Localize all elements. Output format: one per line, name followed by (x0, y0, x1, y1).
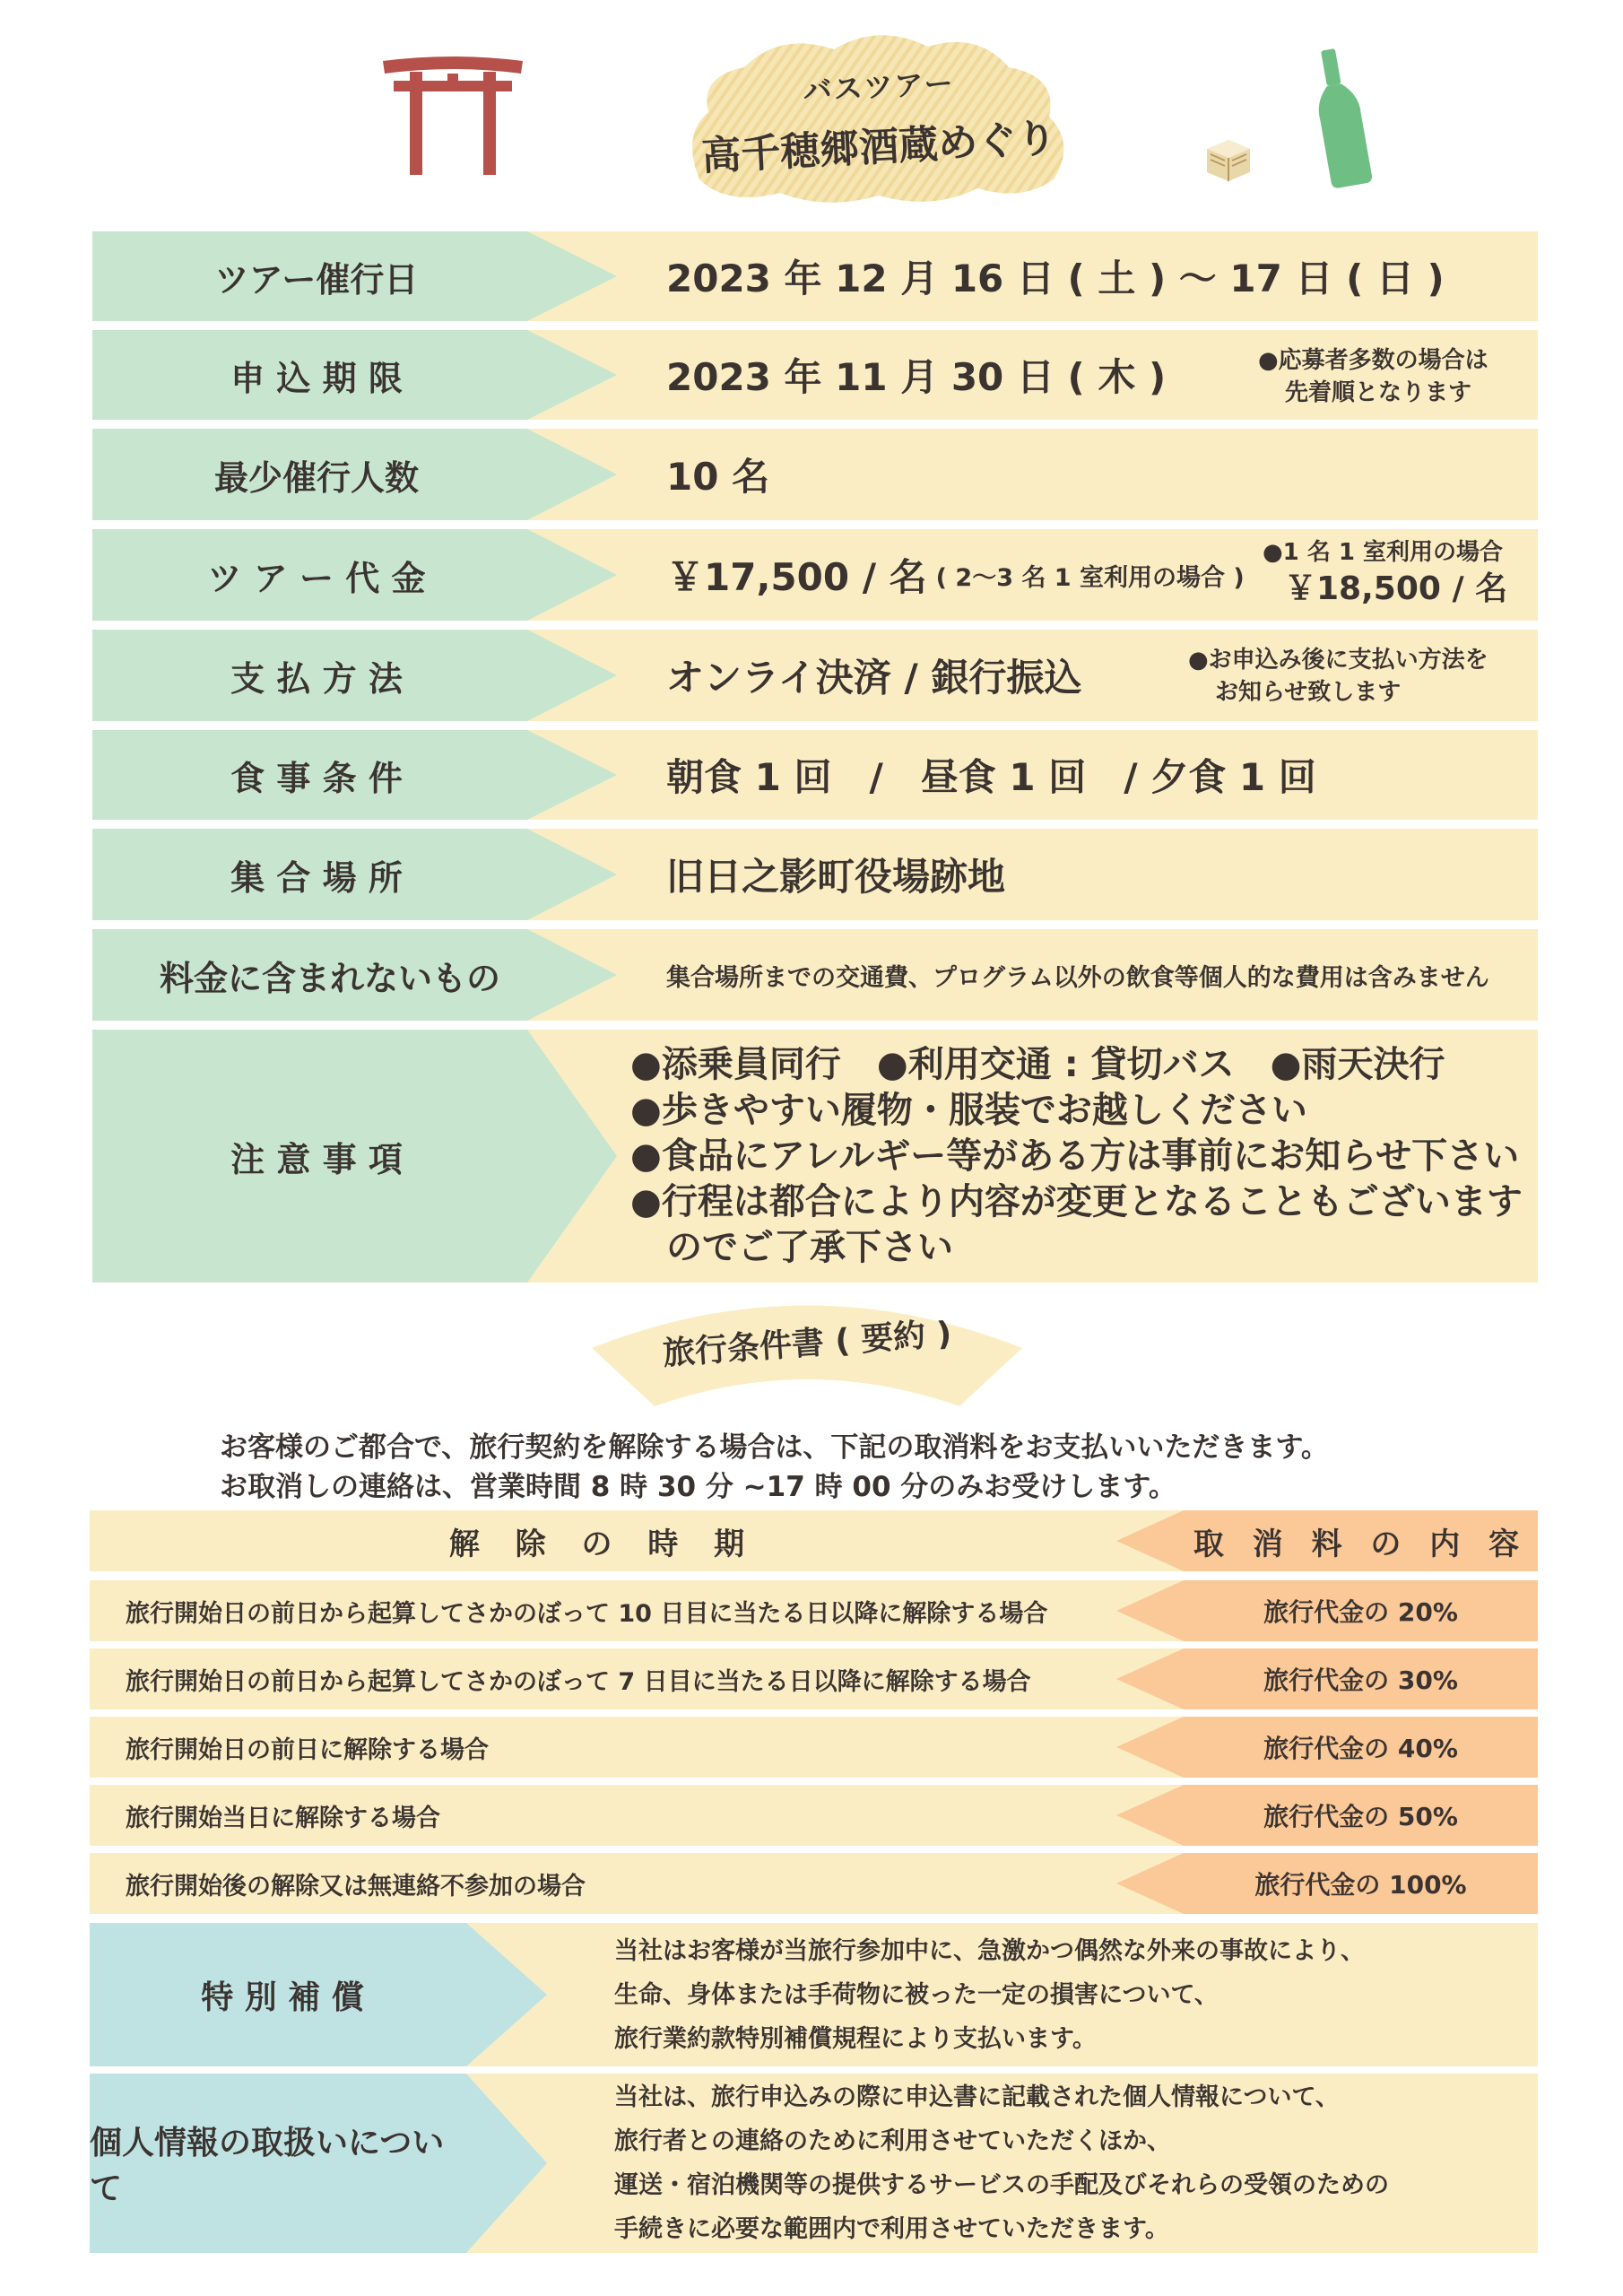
info-row-deadline (92, 330, 1538, 420)
min-participants-value: 10 名 (666, 455, 770, 499)
notes-list (630, 1030, 1523, 1283)
notes-item: のでご了承下さい (630, 1226, 953, 1268)
special-compensation-line: 生命、身体または手荷物に被った一定の損害について、 (614, 1980, 1219, 2009)
deadline-note (1258, 344, 1488, 409)
cancel-fee: 旅行代金の 40% (1263, 1734, 1458, 1763)
cancel-fee: 旅行代金の 50% (1263, 1802, 1458, 1831)
privacy-line: 運送・宿泊機関等の提供するサービスの手配及びそれらの受領のための (614, 2171, 1389, 2199)
payment-note (1188, 644, 1488, 709)
privacy-body (614, 2074, 1389, 2253)
cancel-period: 旅行開始後の解除又は無連絡不参加の場合 (126, 1872, 586, 1900)
tour-price-label: ツ ア ー 代 金 (207, 558, 426, 598)
info-row-meals (92, 730, 1538, 820)
tour-price-note (1263, 536, 1507, 610)
special-compensation-body (614, 1923, 1365, 2066)
tour-price-main: ￥17,500 / 名 (666, 555, 927, 599)
info-row-not-included (92, 929, 1538, 1021)
cancel-period: 旅行開始当日に解除する場合 (126, 1804, 440, 1832)
meals-value: 朝食 1 回 / 昼食 1 回 / 夕食 1 回 (666, 755, 1316, 799)
deadline-note-line: ●応募者多数の場合は (1258, 347, 1488, 374)
payment-note-line: ●お申込み後に支払い方法を (1188, 647, 1488, 674)
tour-date-label: ツアー催行日 (214, 259, 419, 300)
cancel-header-period: 解 除 の 時 期 (448, 1526, 758, 1562)
meeting-place-label: 集 合 場 所 (230, 857, 403, 898)
header-title-badge (681, 27, 1076, 206)
payment-note-line: お知らせ致します (1215, 679, 1402, 706)
cancel-table-row (90, 1717, 1538, 1778)
special-compensation-line: 当社はお客様が当旅行参加中に、急激かつ偶然な外来の事故により、 (614, 1936, 1365, 1965)
tour-price-sub: ( 2〜3 名 1 室利用の場合 ) (935, 563, 1245, 592)
info-row-payment (92, 630, 1538, 721)
cancel-fee: 旅行代金の 20% (1263, 1597, 1458, 1627)
special-compensation-line: 旅行業約款特別補償規程により支払います。 (614, 2024, 1097, 2053)
cancel-period: 旅行開始日の前日に解除する場合 (126, 1735, 489, 1764)
conditions-title: 旅行条件書 ( 要約 ) (661, 1315, 953, 1373)
cancel-period: 旅行開始日の前日から起算してさかのぼって 7 日目に当たる日以降に解除する場合 (126, 1667, 1031, 1696)
tour-date-value: 2023 年 12 月 16 日 ( 土 ) 〜 17 日 ( 日 ) (666, 257, 1445, 300)
privacy-line: 手続きに必要な範囲内で利用させていただきます。 (614, 2215, 1169, 2243)
info-row-min-participants (92, 429, 1538, 520)
cancel-table-header (90, 1510, 1538, 1571)
cancel-table-row (90, 1648, 1538, 1709)
notes-label: 注 意 事 項 (230, 1139, 403, 1179)
cancel-fee: 旅行代金の 100% (1254, 1870, 1467, 1900)
privacy-line: 当社は、旅行申込みの際に申込書に記載された個人情報について、 (614, 2083, 1340, 2111)
cancel-header-fee: 取 消 料 の 内 容 (1193, 1526, 1529, 1562)
payment-label: 支 払 方 法 (230, 658, 403, 699)
deadline-note-line: 先着順となります (1285, 379, 1472, 406)
header-subtitle: バスツアー (802, 65, 956, 109)
notes-item: ●行程は都合により内容が変更となることもございます (630, 1180, 1523, 1222)
torii-gate-icon (381, 54, 525, 175)
info-row-tour-date (92, 231, 1538, 321)
meals-label: 食 事 条 件 (230, 758, 403, 798)
deadline-value: 2023 年 11 月 30 日 ( 木 ) (666, 355, 1167, 399)
conditions-intro-line: お取消しの連絡は、営業時間 8 時 30 分 ~17 時 00 分のみお受けします。 (220, 1471, 1176, 1503)
cancel-period: 旅行開始日の前日から起算してさかのぼって 10 日目に当たる日以降に解除する場合 (126, 1599, 1048, 1628)
info-row-tour-price (92, 529, 1538, 621)
conditions-intro-line: お客様のご都合で、旅行契約を解除する場合は、下記の取消料をお支払いいただきます。 (220, 1431, 1329, 1464)
privacy-line: 旅行者との連絡のために利用させていただくほか、 (614, 2127, 1171, 2155)
cancel-table-row (90, 1853, 1538, 1914)
deadline-label: 申 込 期 限 (230, 358, 403, 398)
tour-price-note-line: ●1 名 1 室利用の場合 (1263, 539, 1504, 566)
special-compensation-row (90, 1923, 1538, 2066)
notes-item: ●歩きやすい履物・服装でお越しください (630, 1089, 1307, 1131)
meeting-place-value: 旧日之影町役場跡地 (666, 855, 1006, 899)
notes-item: ●食品にアレルギー等がある方は事前にお知らせ下さい (630, 1135, 1520, 1177)
special-compensation-label: 特 別 補 償 (201, 1979, 364, 2016)
privacy-label: 個人情報の取扱いについて (90, 2125, 445, 2207)
sake-cup-icon (1202, 136, 1255, 183)
cancel-fee: 旅行代金の 30% (1263, 1665, 1458, 1695)
not-included-label: 料金に含まれないもの (159, 958, 500, 998)
min-participants-label: 最少催行人数 (213, 457, 419, 498)
cancel-table-row (90, 1580, 1538, 1641)
notes-item: ●添乗員同行 ●利用交通 : 貸切バス ●雨天決行 (630, 1043, 1445, 1085)
privacy-row (90, 2074, 1538, 2253)
header-title: 高千穂郷酒蔵めぐり (700, 115, 1058, 180)
info-row-notes (92, 1030, 1538, 1283)
sake-bottle-icon (1309, 45, 1372, 188)
tour-price-note-line: ￥18,500 / 名 (1284, 570, 1508, 607)
tour-price-value (666, 529, 1245, 621)
payment-value: オンライ決済 / 銀行振込 (666, 656, 1082, 700)
info-row-meeting-place (92, 829, 1538, 920)
cancel-table-row (90, 1785, 1538, 1846)
not-included-value: 集合場所までの交通費、プログラム以外の飲食等個人的な費用は含みません (666, 963, 1489, 992)
